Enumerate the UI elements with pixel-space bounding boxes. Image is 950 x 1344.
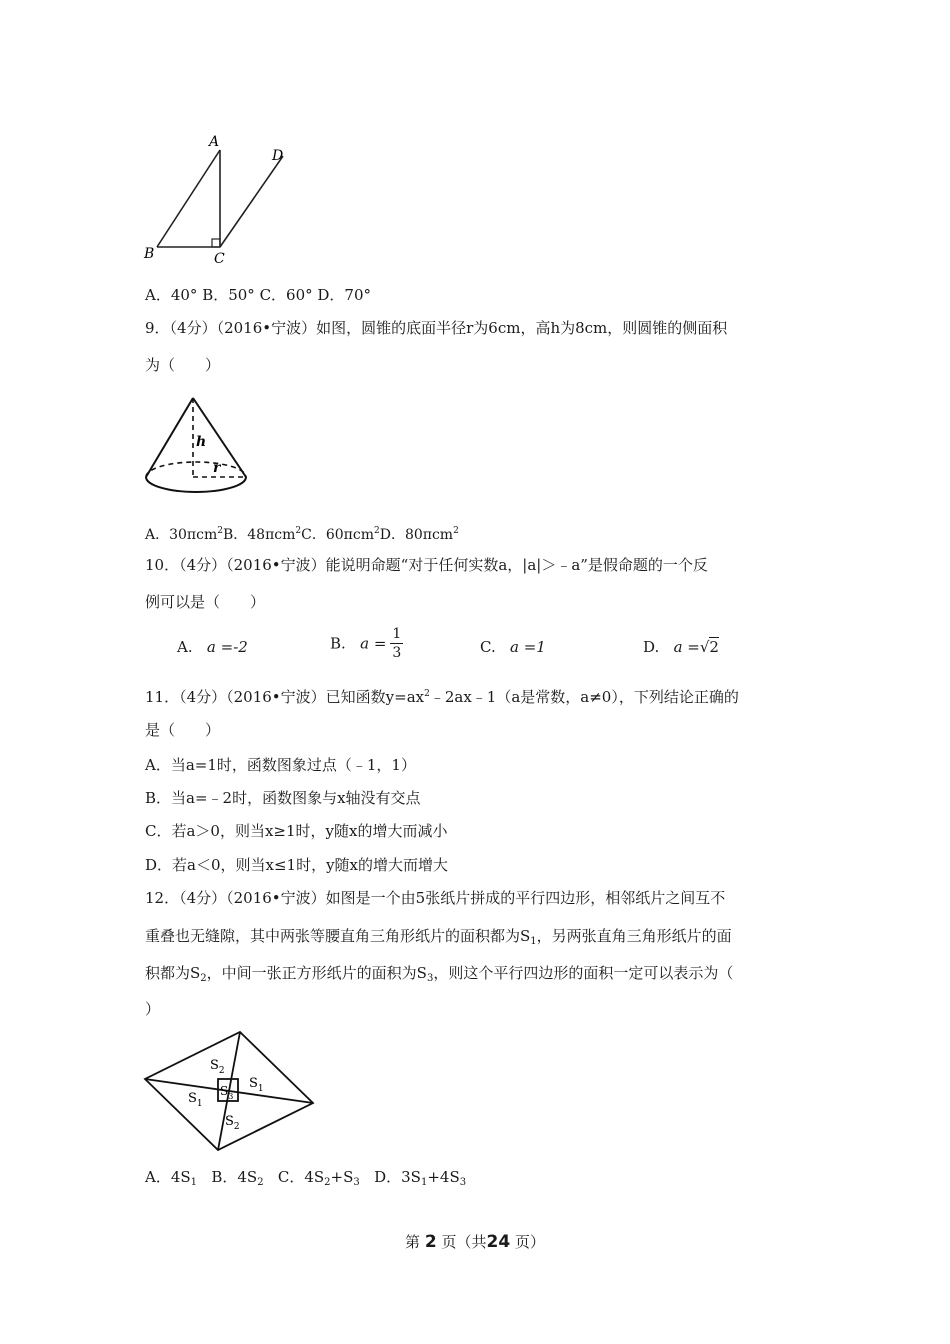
svg-text:S1 bbox=[249, 1076, 264, 1094]
q10-option-b-label: B. bbox=[330, 634, 346, 653]
q9-cone-figure bbox=[140, 392, 255, 502]
q10-option-a-label: A. bbox=[177, 638, 193, 656]
subscript: 2 bbox=[257, 1177, 264, 1188]
label-s2-top: S bbox=[210, 1058, 219, 1073]
q9-option-b-exp: 2 bbox=[295, 526, 302, 536]
q10-option-b bbox=[330, 625, 403, 662]
q11-option-b: B．当a=﹣2时，函数图象与x轴没有交点 bbox=[145, 789, 421, 807]
label-C: C bbox=[214, 251, 225, 267]
q11-stem-part2: ﹣2ax﹣1（a是常数，a≠0），下列结论正确的 bbox=[429, 688, 739, 706]
label-s2-bottom: S bbox=[225, 1114, 234, 1129]
q12-stem-line2-b: ，另两张直角三角形纸片的面 bbox=[536, 927, 732, 945]
subscript: 3 bbox=[353, 1177, 360, 1188]
label-D: D bbox=[272, 148, 284, 164]
footer-post: 页） bbox=[514, 1233, 545, 1251]
q12-option-c: C．4S bbox=[277, 1168, 325, 1186]
q12-stem-line3-b: ，中间一张正方形纸片的面积为S bbox=[206, 964, 427, 982]
label-s2-bottom-index: 2 bbox=[233, 1122, 240, 1132]
q10-option-c-label: C. bbox=[480, 638, 496, 656]
q12-option-b: B．4S bbox=[211, 1168, 258, 1186]
footer-mid: 页（共 bbox=[441, 1233, 487, 1251]
q12-option-d-mid: +4S bbox=[427, 1168, 460, 1186]
subscript: 2 bbox=[200, 973, 207, 984]
q10-option-c bbox=[480, 638, 546, 656]
q9-options bbox=[145, 521, 459, 545]
label-s1-right-index: 1 bbox=[257, 1084, 264, 1094]
page-total: 24 bbox=[486, 1232, 511, 1252]
sqrt-icon: √ bbox=[699, 638, 710, 656]
q11-stem-part1: 11．（4分）（2016•宁波）已知函数y=ax bbox=[145, 688, 425, 706]
q10-option-d bbox=[643, 638, 719, 656]
label-s2-top-index: 2 bbox=[218, 1066, 225, 1076]
q10-option-c-expr: a =1 bbox=[510, 638, 546, 656]
label-s1-left: S bbox=[188, 1091, 197, 1106]
q8-options: A．40° B．50° C．60° D．70° bbox=[145, 286, 372, 304]
q11-stem-line1 bbox=[145, 684, 739, 707]
q9-option-d-exp: 2 bbox=[453, 526, 459, 536]
svg-text:S2 bbox=[225, 1114, 240, 1132]
label-r: r bbox=[213, 460, 221, 476]
q11-option-c: C．若a＞0，则当x≥1时，y随x的增大而减小 bbox=[145, 822, 448, 840]
q10-stem-line1: 10．（4分）（2016•宁波）能说明命题“对于任何实数a，|a|＞﹣a”是假命题的一个反 bbox=[145, 556, 708, 574]
label-s1-left-index: 1 bbox=[196, 1099, 203, 1109]
q12-stem-line2-a: 重叠也无缝隙，其中两张等腰直角三角形纸片的面积都为S bbox=[145, 927, 531, 945]
q12-stem-line1: 12．（4分）（2016•宁波）如图是一个由5张纸片拼成的平行四边形，相邻纸片之间互不 bbox=[145, 889, 726, 907]
label-B: B bbox=[144, 246, 155, 262]
q9-stem-line1: 9．（4分）（2016•宁波）如图，圆锥的底面半径r为6cm，高h为8cm，则圆锥的侧面积 bbox=[145, 319, 728, 337]
footer-pre: 第 bbox=[405, 1233, 421, 1251]
q12-stem-line3 bbox=[145, 963, 733, 989]
q12-option-d: D．3S bbox=[374, 1168, 421, 1186]
q9-option-c: C．60πcm bbox=[301, 527, 374, 543]
label-h: h bbox=[196, 434, 207, 450]
subscript: 1 bbox=[530, 936, 537, 947]
q11-option-d: D．若a＜0，则当x≤1时，y随x的增大而增大 bbox=[145, 856, 449, 874]
subscript: 3 bbox=[426, 973, 434, 984]
label-s1-right: S bbox=[249, 1076, 258, 1091]
q12-option-c-mid: +S bbox=[330, 1168, 354, 1186]
fraction-denominator: 3 bbox=[392, 645, 402, 661]
q10-option-d-var: a = bbox=[673, 638, 700, 656]
q12-option-a: A．4S bbox=[145, 1168, 191, 1186]
q10-option-a bbox=[177, 638, 248, 656]
q9-option-b: B．48πcm bbox=[222, 527, 296, 543]
q12-stem-line4: ） bbox=[145, 1000, 161, 1018]
label-s3-index: 3 bbox=[228, 1092, 234, 1101]
q12-stem-line3-a: 积都为S bbox=[145, 964, 201, 982]
q8-triangle-figure bbox=[140, 130, 300, 270]
label-s3: S bbox=[220, 1084, 229, 1098]
subscript: 1 bbox=[190, 1177, 198, 1188]
svg-text:S2 bbox=[210, 1058, 225, 1076]
q9-option-c-exp: 2 bbox=[373, 526, 380, 536]
q12-parallelogram-figure bbox=[140, 1025, 320, 1155]
q9-option-d: D．80πcm bbox=[379, 527, 454, 543]
subscript: 2 bbox=[324, 1177, 331, 1188]
q11-option-a: A．当a=1时，函数图象过点（﹣1，1） bbox=[145, 756, 416, 774]
page-number: 2 bbox=[424, 1232, 437, 1252]
q12-stem-line2 bbox=[145, 926, 732, 952]
q9-option-a: A．30πcm bbox=[145, 527, 218, 543]
subscript: 1 bbox=[420, 1177, 428, 1188]
q10-option-b-fraction bbox=[390, 625, 403, 662]
q10-option-d-label: D. bbox=[643, 638, 660, 656]
fraction-numerator: 1 bbox=[392, 626, 402, 642]
q10-option-a-expr: a =-2 bbox=[206, 638, 248, 656]
svg-text:S3 bbox=[220, 1084, 233, 1101]
q12-stem-line3-c: ，则这个平行四边形的面积一定可以表示为（ bbox=[433, 964, 734, 982]
q10-stem-line2: 例可以是（ ） bbox=[145, 593, 266, 611]
q9-stem-line2: 为（ ） bbox=[145, 356, 221, 374]
label-A: A bbox=[209, 134, 220, 150]
q9-option-a-exp: 2 bbox=[217, 526, 223, 536]
q11-stem-line2: 是（ ） bbox=[145, 721, 221, 739]
q12-options bbox=[145, 1167, 466, 1193]
page-footer bbox=[0, 1231, 950, 1252]
subscript: 3 bbox=[459, 1177, 467, 1188]
q10-option-d-radicand: 2 bbox=[709, 638, 719, 656]
svg-text:S1 bbox=[188, 1091, 203, 1109]
q10-option-b-var: a = bbox=[360, 634, 387, 653]
q11-exponent: 2 bbox=[424, 689, 430, 699]
